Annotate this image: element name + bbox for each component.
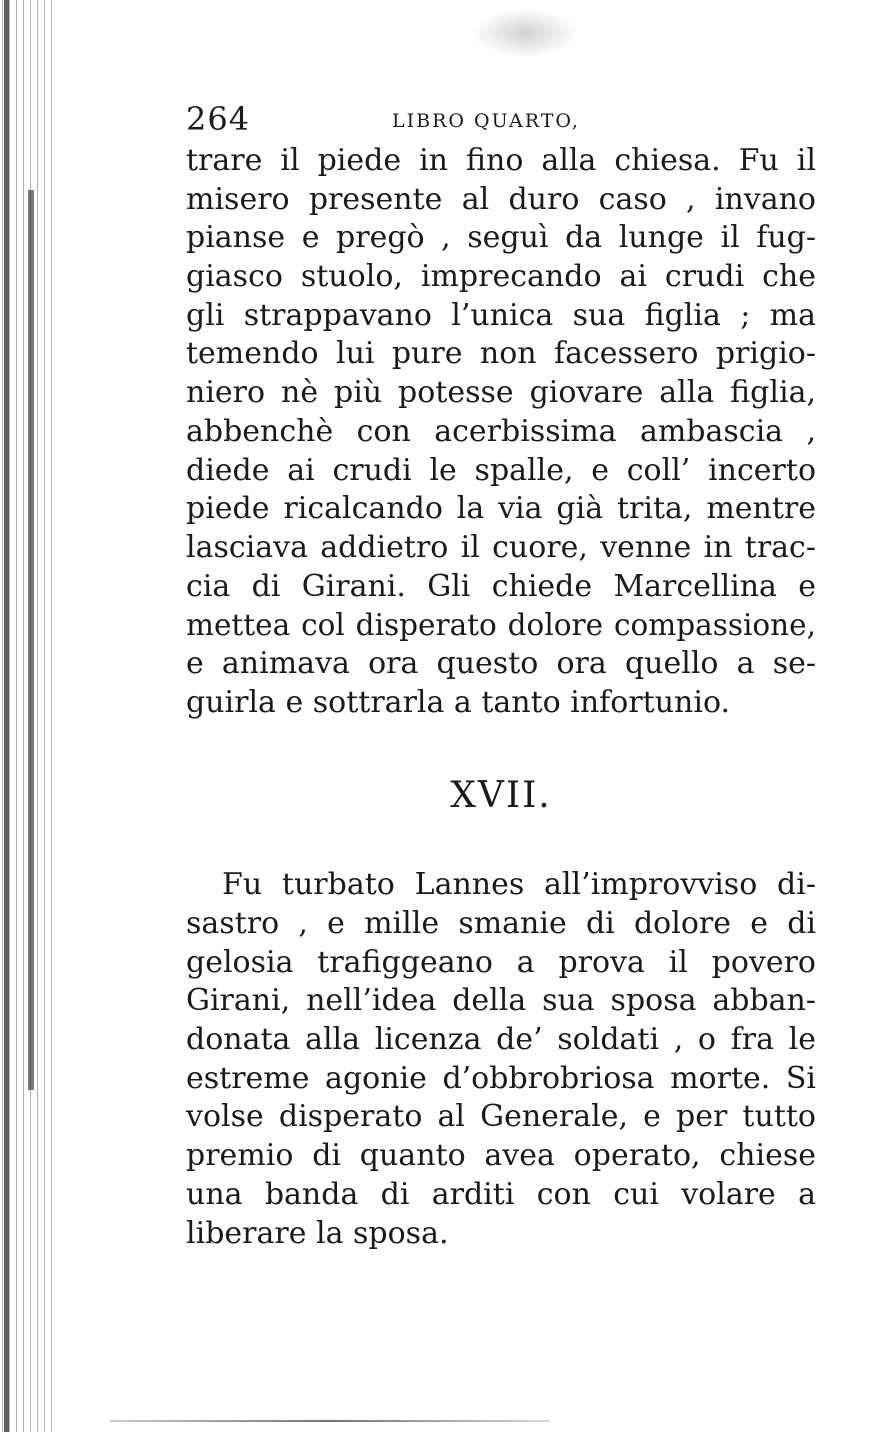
text-line: cia di Girani. Gli chiede Marcellina e [186, 568, 816, 604]
paragraph-2 [186, 866, 816, 1253]
chapter-heading: XVII. [450, 775, 552, 817]
text-line: estreme agonie d’obbrobriosa morte. Si [186, 1060, 816, 1096]
text-line: liberare la sposa. [186, 1215, 449, 1251]
scan-gutter-edge [4, 0, 9, 1432]
text-line: Fu turbato Lannes all’improvviso di- [222, 867, 816, 903]
text-line: diede ai crudi le spalle, e coll’ incerto [186, 452, 816, 488]
text-line: premio di quanto avea operato, chiese [186, 1138, 816, 1174]
running-head: LIBRO QUARTO, [392, 110, 580, 132]
scan-bottom-line [110, 1420, 550, 1422]
book-page [186, 96, 816, 1253]
text-line: abbenchè con acerbissima ambascia , [186, 413, 816, 449]
text-line: Girani, nell’idea della sua sposa abban- [186, 983, 816, 1019]
text-line: sastro , e mille smanie di dolore e di [186, 906, 816, 941]
text-line: una banda di arditi con cui volare a [186, 1176, 816, 1212]
text-line: trare il piede in fino alla chiesa. Fu il [186, 143, 816, 178]
text-line: volse disperato al Generale, e per tutto [186, 1099, 816, 1135]
text-line: temendo lui pure non facessero prigio- [186, 336, 816, 372]
paragraph-1 [186, 142, 816, 722]
text-line: pianse e pregò , seguì da lunge il fug- [186, 220, 816, 256]
text-line: mettea col disperato dolore compassione, [186, 608, 816, 643]
scan-gutter-shadow [28, 190, 34, 1090]
scan-smudge [470, 8, 580, 58]
page-header [186, 96, 816, 142]
text-line: e animava ora questo ora quello a se- [186, 645, 816, 681]
text-line: donata alla licenza de’ soldati , o fra le [186, 1022, 816, 1058]
text-line: gli strappavano l’unica sua figlia ; ma [186, 297, 816, 333]
text-line: lasciava addietro il cuore, venne in trac- [186, 529, 816, 565]
text-line: misero presente al duro caso , invano [186, 181, 816, 217]
page-number: 264 [186, 100, 251, 138]
text-line: guirla e sottrarla a tanto infortunio. [186, 684, 731, 720]
text-line: gelosia trafiggeano a prova il povero [186, 944, 816, 980]
text-line: giasco stuolo, imprecando ai crudi che [186, 259, 816, 295]
text-line: niero nè più potesse giovare alla figlia, [186, 375, 816, 411]
text-line: piede ricalcando la via già trita, mentre [186, 491, 816, 527]
